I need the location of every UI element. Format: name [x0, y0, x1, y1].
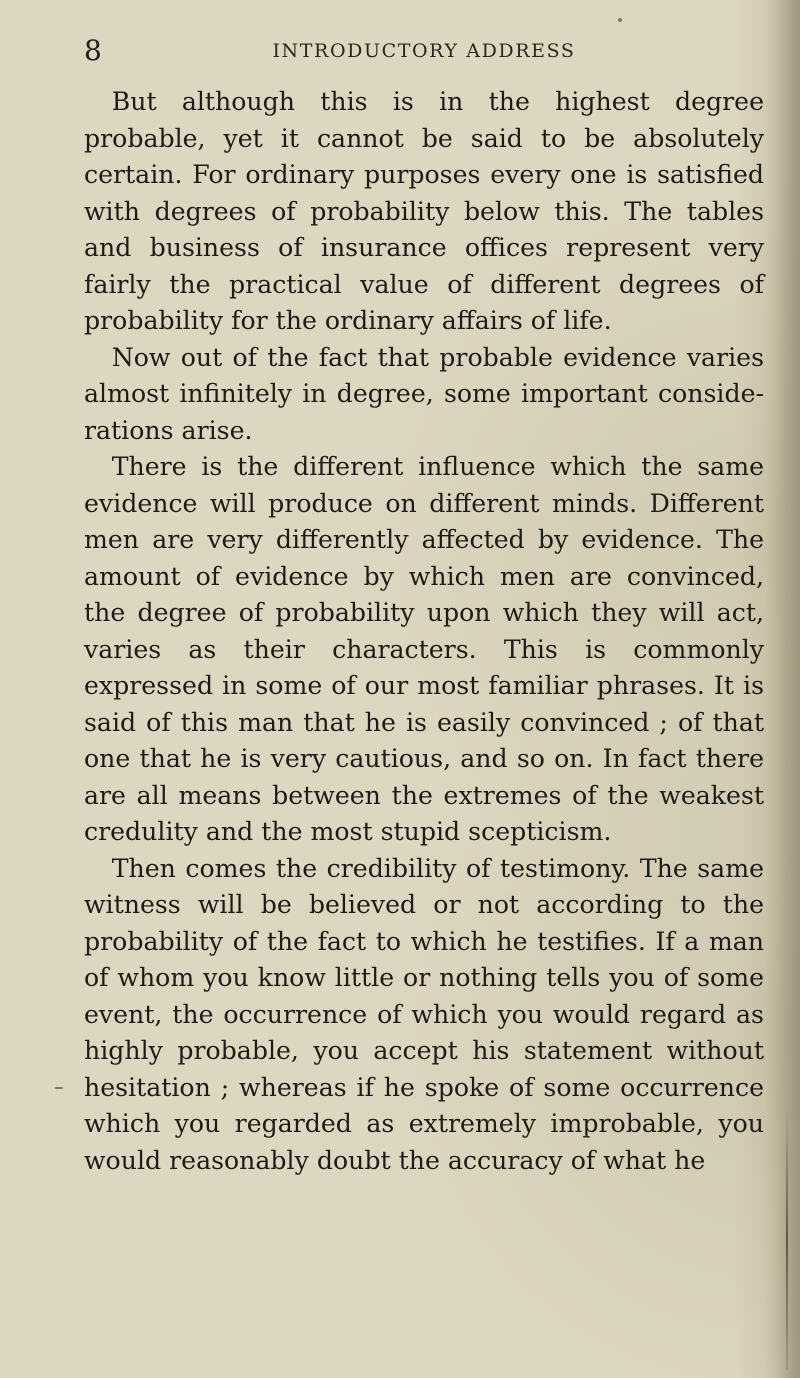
page-number: 8 [84, 34, 102, 67]
paragraph: Now out of the fact that probable evidence varies almost infinitely in degree, some important considerations arise. [84, 342, 764, 445]
page-body [84, 84, 764, 1179]
page-edge-mark [786, 1110, 788, 1370]
paragraph: There is the different influence which the same evidence will produce on different minds. Different men are very differently affected by evidence. The amount of evidence by which men are convinced, the degree of probability upon which they will act, varies as their characters. This is commonly expressed in some of our most familiar phrases. It is said of this man that he is easily convinced ; of that one that he is very cautious, and so on. In fact there are all means between the extremes of the weakest credulity and the most stupid scepticism. [84, 452, 764, 846]
paragraph: But although this is in the highest degree probable, yet it cannot be said to be absolutely certain. For ordinary purposes every one is satisfied with degrees of probability below this. The tables and business of insurance offices represent very fairly the practical value of different degrees of probability for the ordinary affairs of life. [84, 87, 764, 335]
page-gutter-shadow [766, 0, 800, 1378]
paper-speck [618, 18, 622, 22]
page-header [84, 34, 764, 68]
running-head: INTRODUCTORY ADDRESS [272, 40, 576, 62]
paper-speck [55, 1087, 63, 1089]
paragraph: Then comes the credibility of testimony. The same witness will be believed or not according to the probability of the fact to which he testifies. If a man of whom you know little or nothing tells you of some event, the occurrence of which you would regard as highly probable, you accept his statement without hesitation ; whereas if he spoke of some occurrence which you regarded as extremely improbable, you would reasonably doubt the accuracy of what he [84, 853, 764, 1175]
